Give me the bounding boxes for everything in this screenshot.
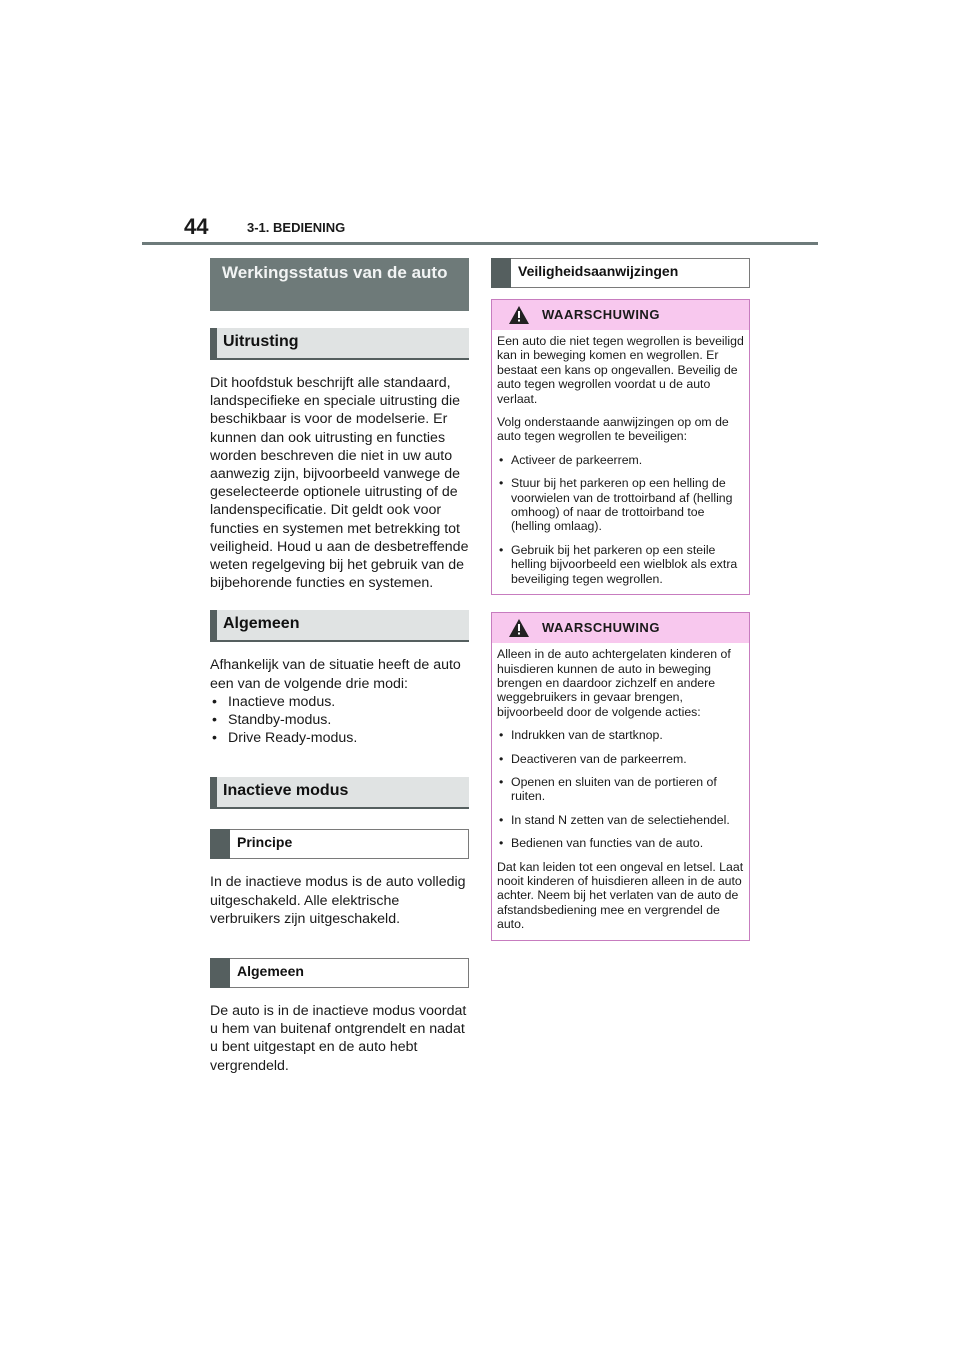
warning-label: WAARSCHUWING xyxy=(542,307,660,322)
warning-paragraph: Alleen in de auto achtergelaten kinderen of huisdieren kunnen de auto in beweging brengen en daardoor zichzelf en andere weggebruikers in gevaar brengen, bijvoorbeeld door de volgende acties: xyxy=(497,647,731,719)
heading-veiligheid: Veiligheidsaanwijzingen xyxy=(491,258,750,288)
left-column xyxy=(210,258,469,1075)
paragraph-algemeen: Afhankelijk van de situatie heeft de auto een van de volgende drie modi: xyxy=(210,657,461,692)
main-title: Werkingsstatus van de auto xyxy=(210,258,469,311)
warning-label: WAARSCHUWING xyxy=(542,620,660,636)
list-item: • In stand N zetten van de selectiehendel. xyxy=(497,813,744,827)
warning-box-2 xyxy=(491,612,750,941)
list-item: • Openen en sluiten van de portieren of ruiten. xyxy=(497,775,744,804)
warning-header xyxy=(492,300,749,330)
page-number: 44 xyxy=(184,214,209,239)
subheading-principe: Principe xyxy=(210,829,469,859)
list-item: • Gebruik bij het parkeren op een steile helling bijvoorbeeld een wielblok als extra beveiliging tegen wegrollen. xyxy=(497,543,744,586)
header-rule xyxy=(142,242,818,245)
warning-header xyxy=(492,613,749,643)
paragraph-uitrusting: Dit hoofdstuk beschrijft alle standaard, landspecifieke en speciale uitrusting die beschikbaar is voor de modelserie. Er kunnen dan ook uitrusting en functies worden beschreven die niet in uw auto aanwezig zijn, bijvoorbeeld vanwege de geselecteerde optionele uitrusting of de landenspecificatie. Dit geldt ook voor functies en systemen met betrekking tot veiligheid. Houd u aan de desbetreffende weten regelgeving bij het gebruik van de bijbehorende functies en systemen. xyxy=(210,375,469,592)
list-item: • Drive Ready-modus. xyxy=(210,729,469,747)
warning-body xyxy=(492,330,749,594)
subheading-algemeen: Algemeen xyxy=(210,958,469,988)
right-column xyxy=(491,258,750,941)
warning-triangle-icon xyxy=(509,619,529,637)
list-item: • Stuur bij het parkeren op een helling de voorwielen van de trottoirband af (helling omhoog) of naar de trottoirband toe (helling omlaag). xyxy=(497,476,744,534)
warning-triangle-icon xyxy=(509,306,529,324)
list-item: • Standby-modus. xyxy=(210,711,469,729)
list-item: • Inactieve modus. xyxy=(210,693,469,711)
heading-uitrusting: Uitrusting xyxy=(210,328,469,360)
paragraph-inactief-algemeen: De auto is in de inactieve modus voordat u hem van buitenaf ontgrendelt en nadat u bent uitgestapt en de auto hebt vergrendeld. xyxy=(210,1003,467,1074)
warning-box-1 xyxy=(491,299,750,595)
warning-paragraph: Dat kan leiden tot een ongeval en letsel. Laat nooit kinderen of huisdieren alleen in de auto achter. Neem bij het verlaten van de auto de afstandsbediening mee en vergrendel de auto. xyxy=(497,859,744,932)
list-item: • Activeer de parkeerrem. xyxy=(497,453,744,467)
list-item: • Bedienen van functies van de auto. xyxy=(497,836,744,850)
chapter-title: 3-1. BEDIENING xyxy=(247,220,346,235)
warning-paragraph: Een auto die niet tegen wegrollen is beveiligd kan in beweging komen en wegrollen. Er bestaat een kans op ongevallen. Beveilig de auto tegen wegrollen voordat u de auto verlaat. xyxy=(497,334,744,406)
mode-list xyxy=(210,693,469,748)
list-item: • Deactiveren van de parkeerrem. xyxy=(497,752,744,766)
heading-algemeen: Algemeen xyxy=(210,610,469,642)
list-item: • Indrukken van de startknop. xyxy=(497,728,744,742)
heading-inactieve-modus: Inactieve modus xyxy=(210,777,469,809)
warning-list xyxy=(497,728,744,850)
warning-paragraph: Volg onderstaande aanwijzingen op om de auto tegen wegrollen te beveiligen: xyxy=(497,415,729,444)
paragraph-principe: In de inactieve modus is de auto volledig uitgeschakeld. Alle elektrische verbruikers zijn uitgeschakeld. xyxy=(210,874,466,927)
warning-body xyxy=(492,643,749,940)
warning-list xyxy=(497,453,744,586)
